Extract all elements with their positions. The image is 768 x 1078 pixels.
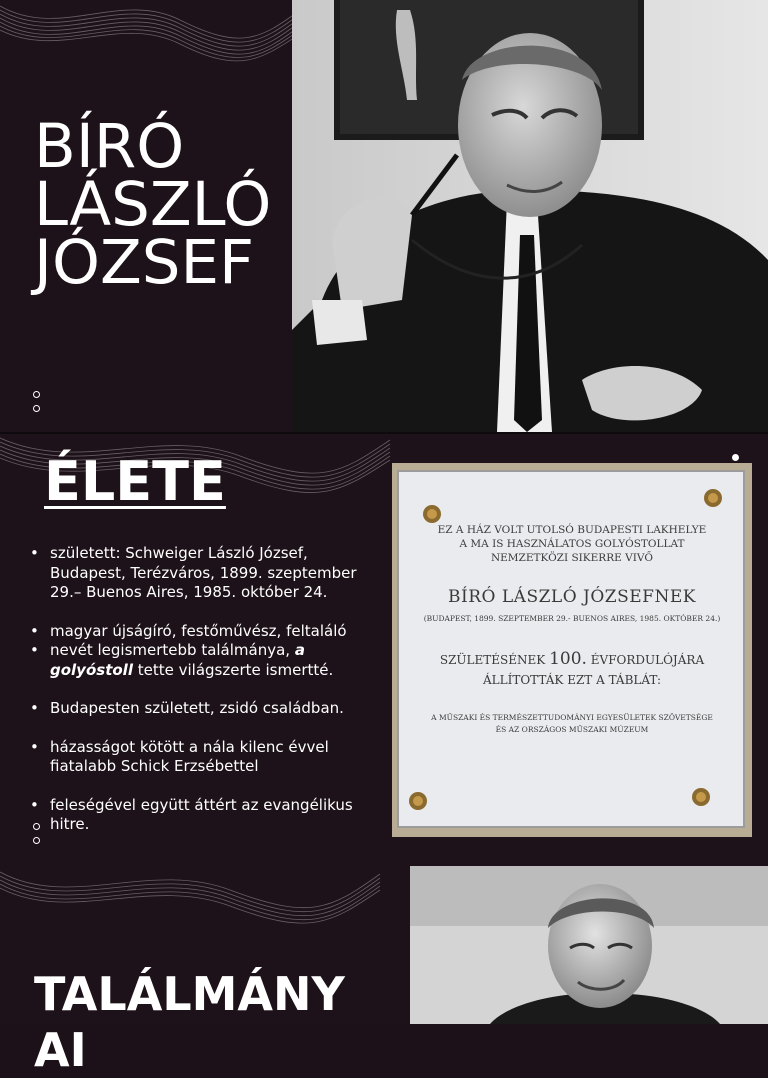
bullet-dot bbox=[33, 837, 40, 844]
list-item bbox=[30, 544, 382, 603]
page-title bbox=[34, 111, 272, 298]
bullet-dot bbox=[33, 391, 40, 398]
list-item bbox=[30, 699, 382, 719]
bullet-text: született: Schweiger László József, Budapest, Terézváros, 1899. szeptember 29.– Buenos Aires, 1985. október 24. bbox=[50, 544, 357, 601]
bullet-emphasis: a golyóstoll bbox=[50, 641, 305, 679]
title-line-3: JÓZSEF bbox=[34, 227, 255, 298]
bullet-text: házasságot kötött a nála kilenc évvel fiatalabb Schick Erzsébettel bbox=[50, 737, 329, 775]
list-item bbox=[30, 796, 382, 835]
bullet-text: magyar újságíró, festőművész, feltaláló bbox=[50, 621, 347, 640]
plaque-text: EZ A HÁZ VOLT UTOLSÓ BUDAPESTI LAKHELYE A MA IS HASZNÁLATOS GOLYÓSTOLLAT NEMZETKÖZI SIKERRE VIVŐ BÍRÓ LÁSZLÓ JÓZSEFNEK (BUDAPEST, 1899. SZEPTEMBER 29.- BUENOS AIRES, 1985. OKTÓBER 24.) SZÜLETÉSÉNEK 100. ÉVFORDULÓJÁRA ÁLLÍTOTTÁK EZT A TÁBLÁT: A MŰSZAKI ÉS TERMÉSZETTUDOMÁNYI EGYESÜLETEK SZÖVETSÉGE ÉS AZ ORSZÁGOS MŰSZAKI MÚZEUM bbox=[423, 524, 721, 734]
section-heading-invention bbox=[34, 966, 345, 1078]
slide-invention bbox=[0, 866, 768, 1077]
title-line-2: LÁSZLÓ bbox=[34, 169, 272, 240]
title-line-1: BÍRÓ bbox=[34, 111, 185, 182]
life-bullet-list bbox=[30, 544, 382, 835]
list-item bbox=[30, 641, 382, 680]
slide-title bbox=[0, 0, 768, 432]
bullet-dot bbox=[33, 823, 40, 830]
list-item bbox=[30, 622, 382, 642]
wave-lines-decoration bbox=[0, 866, 380, 926]
slide-life bbox=[0, 434, 768, 866]
bullet-text: feleségével együtt áttért az evangélikus hitre. bbox=[50, 795, 353, 833]
wave-lines-decoration bbox=[0, 0, 300, 60]
bullet-text: Budapesten született, zsidó családban. bbox=[50, 699, 344, 717]
portrait-photo bbox=[292, 0, 768, 432]
section-heading-life: ÉLETE bbox=[44, 450, 226, 513]
heading-line-1: TALÁLMÁNY bbox=[34, 967, 345, 1021]
memorial-plaque-photo bbox=[392, 463, 752, 837]
bullet-text: tette világszerte ismertté. bbox=[132, 660, 334, 679]
bullet-dot bbox=[33, 405, 40, 412]
bullet-text: nevét legismertebb találmánya, bbox=[50, 641, 295, 659]
portrait-photo-2 bbox=[410, 866, 768, 1024]
list-item bbox=[30, 738, 382, 777]
bullet-dot bbox=[732, 454, 739, 461]
heading-line-2: AI bbox=[34, 1023, 87, 1077]
